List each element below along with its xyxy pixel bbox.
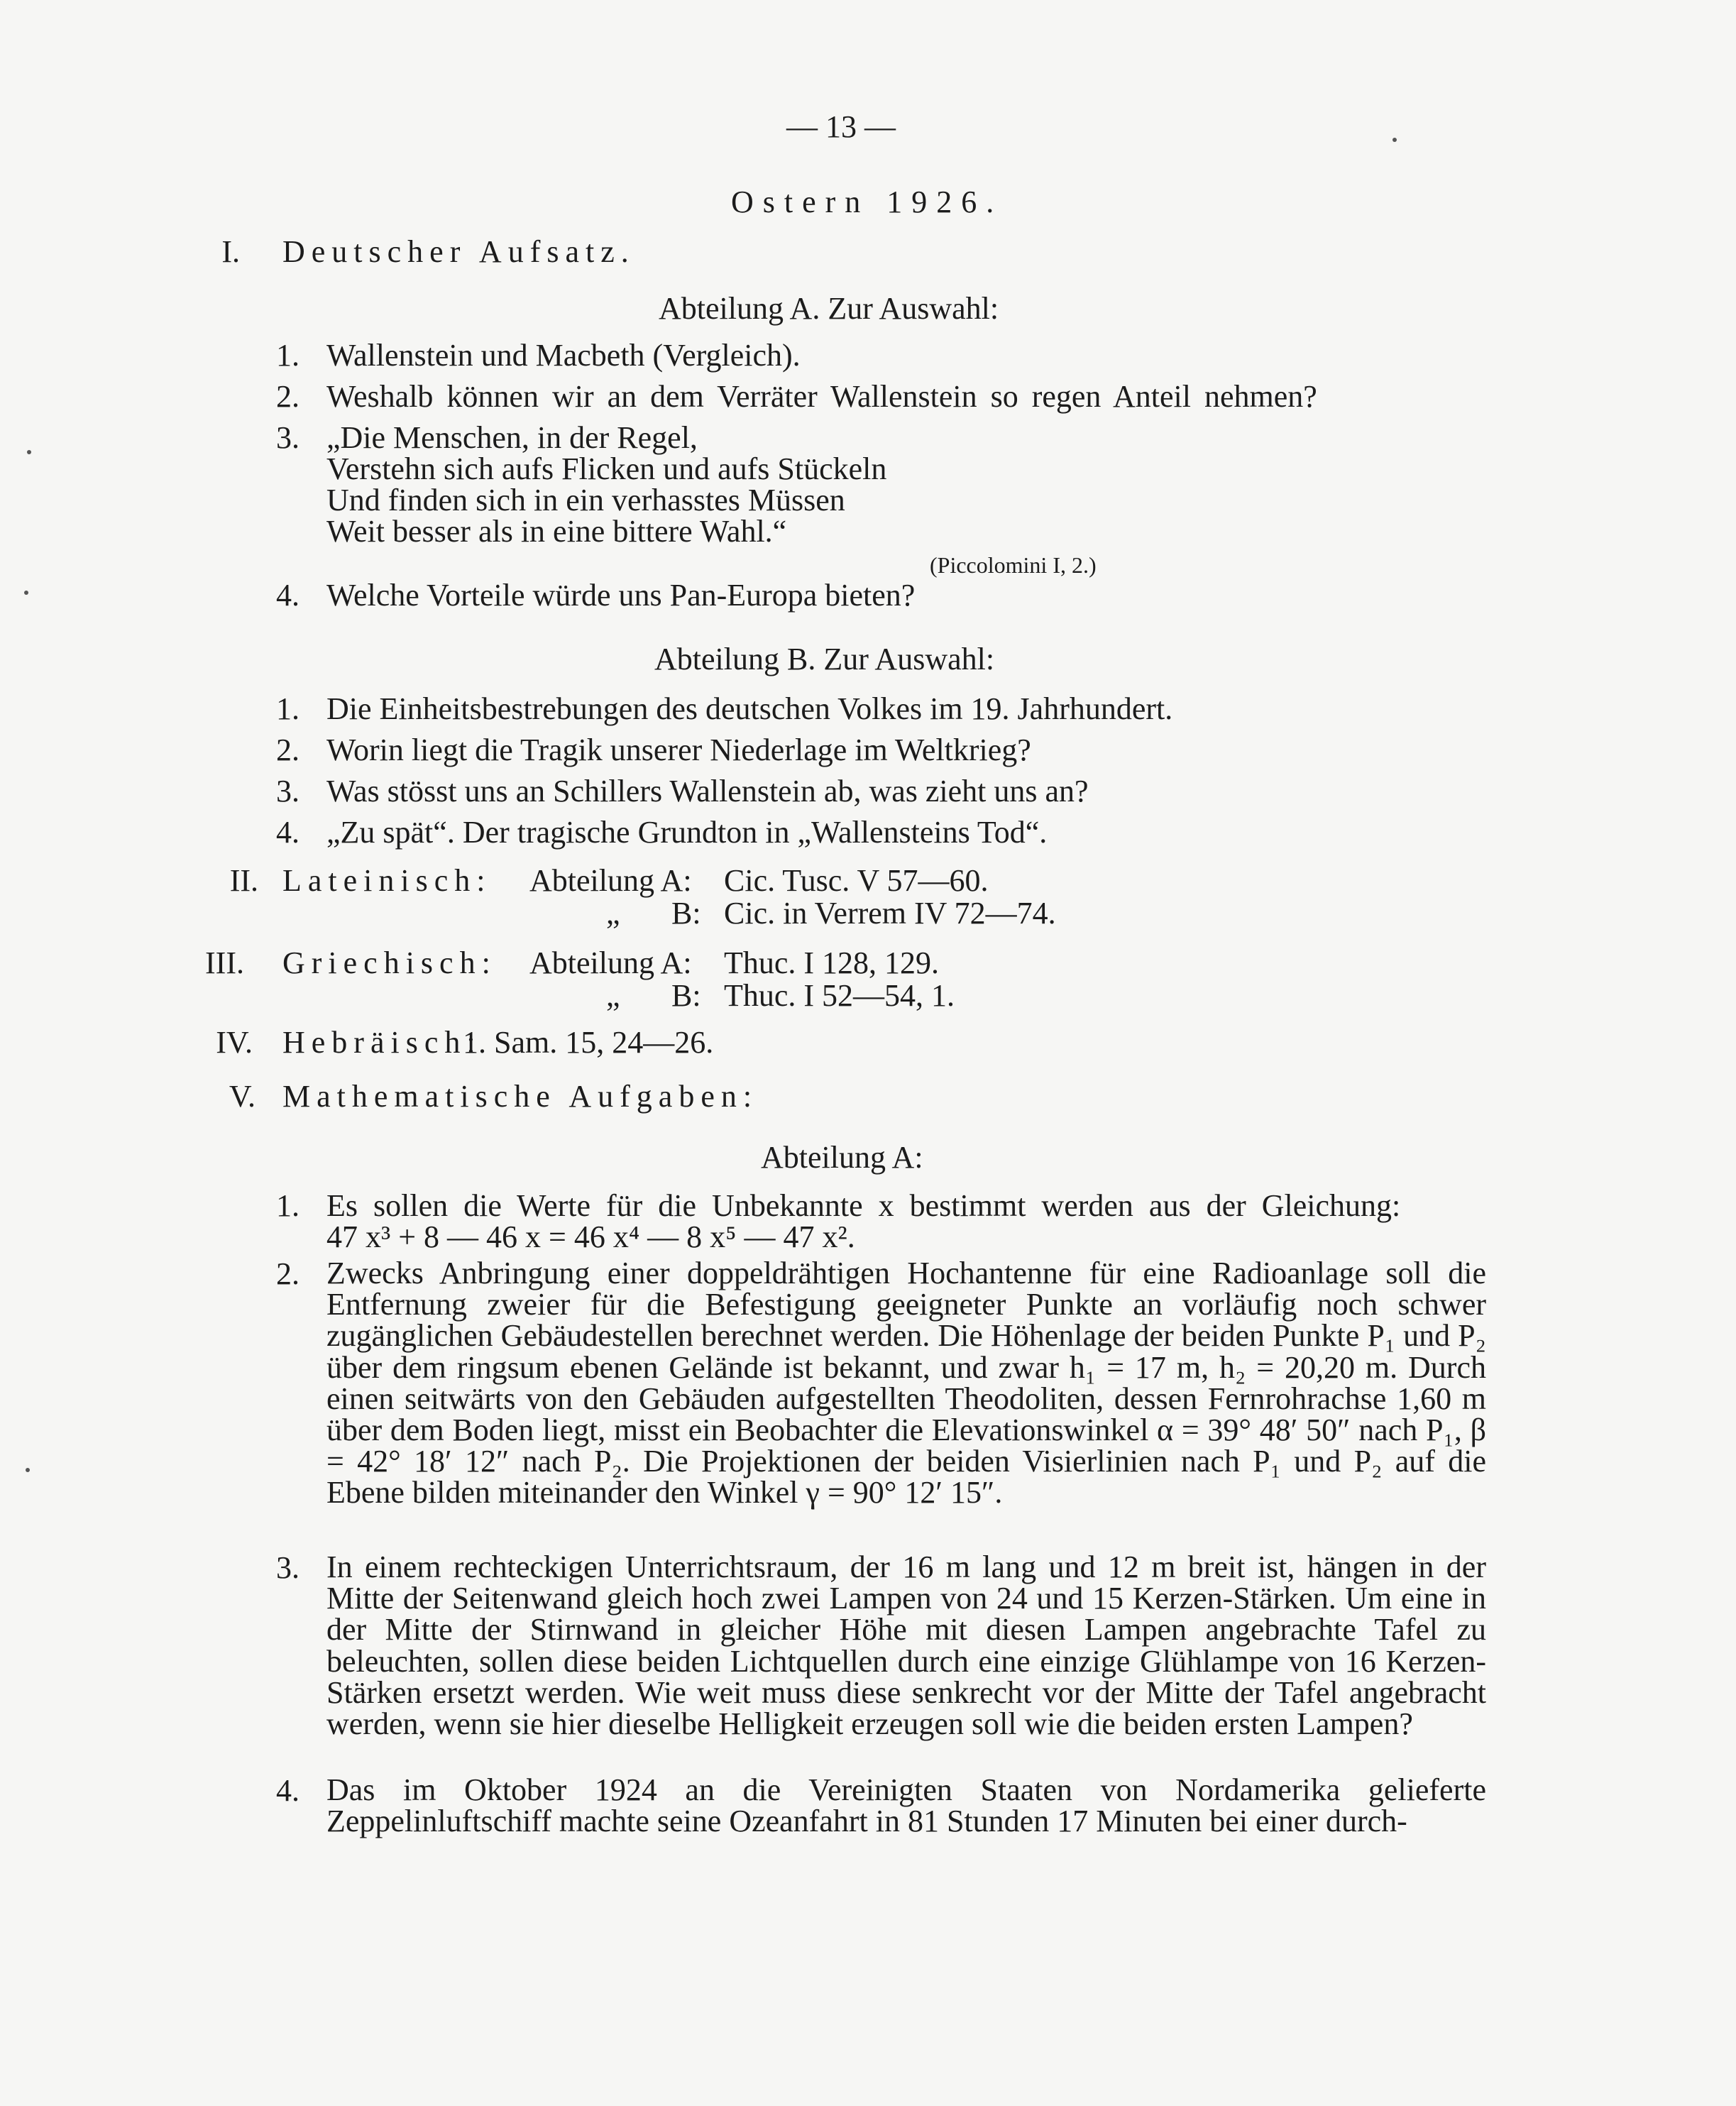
section-numeral: III.: [205, 945, 244, 980]
section-numeral: II.: [229, 863, 258, 898]
section-numeral: I.: [221, 234, 240, 269]
quote-line: Und finden sich in ein verhasstes Müssen: [326, 483, 845, 517]
subsection-heading: Abteilung B. Zur Auswahl:: [654, 642, 995, 676]
assignment-text: Thuc. I 128, 129.: [724, 945, 940, 980]
section-heading: Deutscher Aufsatz.: [282, 234, 635, 269]
ditto-mark: „: [606, 896, 620, 931]
section-heading: Mathematische Aufgaben:: [282, 1079, 759, 1114]
assignment-label: Abteilung A:: [529, 863, 692, 898]
subsection-heading: Abteilung A. Zur Auswahl:: [659, 291, 999, 326]
item-number: 2.: [276, 379, 300, 414]
item-number: 1.: [276, 691, 300, 726]
list-item: Was stösst uns an Schillers Wallenstein ab, was zieht uns an?: [326, 774, 1089, 808]
list-item: „Zu spät“. Der tragische Grundton in „Wallensteins Tod“.: [326, 815, 1048, 850]
item-number: 2.: [276, 733, 300, 767]
item-number: 4.: [276, 578, 300, 613]
ditto-mark: „: [606, 978, 620, 1013]
document-title: Ostern 1926.: [731, 185, 1004, 219]
list-item: Worin liegt die Tragik unserer Niederlage im Weltkrieg?: [326, 733, 1031, 767]
list-item: Welche Vorteile würde uns Pan-Europa bieten?: [326, 578, 916, 613]
assignment-text: 1. Sam. 15, 24—26.: [463, 1025, 714, 1060]
page-number: — 13 —: [786, 109, 896, 144]
problem-text: Das im Oktober 1924 an die Vereinigten Staaten von Nordamerika gelieferte Zeppelinluftschiff machte seine Ozeanfahrt in 81 Stunden 17 Minuten bei einer durch-: [326, 1772, 1486, 1839]
scan-speck: [24, 591, 28, 595]
section-numeral: V.: [229, 1079, 256, 1114]
scan-speck: [1392, 138, 1397, 142]
assignment-label: Abteilung A:: [529, 945, 692, 980]
quote-line: Weit besser als in eine bittere Wahl.“: [326, 514, 787, 549]
assignment-label: B:: [671, 896, 701, 931]
section-heading: Griechisch:: [282, 945, 497, 980]
item-number: 3.: [276, 774, 300, 808]
scan-speck: [26, 1468, 30, 1472]
problem-text: Zwecks Anbringung einer doppeldrähtigen Hochantenne für eine Radioanlage soll die Entfernung zweier für die Befestigung geeigneter Punkte an vorläufig noch schwer zugänglichen Gebäudestellen berechnet werden. Die Höhenlage der beiden Punkte P₁ und P₂ über dem ringsum ebenen Gelände ist bekannt, und zwar h₁ = 17 m, h₂ = 20,20 m. Durch einen seitwärts von den Gebäuden aufgestellten Theodoliten, dessen Fernrohrachse 1,60 m über dem Boden liegt, misst ein Beobachter die Elevationswinkel α = 39° 48′ 50″ nach P₁, β = 42° 18′ 12″ nach P₂. Die Projektionen der beiden Visierlinien nach P₁ und P₂ auf die Ebene bilden miteinander den Winkel γ = 90° 12′ 15″.: [326, 1256, 1486, 1510]
item-number: 2.: [276, 1256, 300, 1291]
assignment-text: Thuc. I 52—54, 1.: [724, 978, 955, 1013]
quote-source: (Piccolomini I, 2.): [930, 552, 1097, 578]
quote-line: Verstehn sich aufs Flicken und aufs Stückeln: [326, 451, 887, 486]
list-item: Weshalb können wir an dem Verräter Wallenstein so regen Anteil nehmen?: [326, 379, 1317, 414]
item-number: 3.: [276, 420, 300, 455]
list-item: Wallenstein und Macbeth (Vergleich).: [326, 338, 801, 373]
item-number: 1.: [276, 1188, 300, 1223]
assignment-label: B:: [671, 978, 701, 1013]
item-number: 4.: [276, 1773, 300, 1808]
scan-speck: [27, 450, 31, 454]
section-numeral: IV.: [216, 1025, 253, 1060]
quote-line: „Die Menschen, in der Regel,: [326, 420, 698, 455]
section-heading: Hebräisch:: [282, 1025, 482, 1060]
subsection-heading: Abteilung A:: [761, 1140, 923, 1175]
problem-text: In einem rechteckigen Unterrichtsraum, der 16 m lang und 12 m breit ist, hängen in der Mitte der Seitenwand gleich hoch zwei Lampen von 24 und 15 Kerzen-Stärken. Um eine in der Mitte der Stirnwand in gleicher Höhe mit diesen Lampen angebrachte Tafel zu beleuchten, sollen diese beiden Lichtquellen durch eine einzige Glühlampe von 16 Kerzen-Stärken ersetzt werden. Wie weit muss diese senkrecht vor der Mitte der Tafel angebracht werden, wenn sie hier dieselbe Helligkeit erzeugen soll wie die beiden ersten Lampen?: [326, 1550, 1486, 1742]
list-item: Die Einheitsbestrebungen des deutschen Volkes im 19. Jahrhundert.: [326, 691, 1173, 726]
item-number: 4.: [276, 815, 300, 850]
problem-text: Es sollen die Werte für die Unbekannte x bestimmt werden aus der Gleichung:: [326, 1188, 1401, 1223]
item-number: 1.: [276, 338, 300, 373]
equation: 47 x³ + 8 — 46 x = 46 x⁴ — 8 x⁵ — 47 x².: [326, 1219, 855, 1254]
assignment-text: Cic. Tusc. V 57—60.: [724, 863, 989, 898]
item-number: 3.: [276, 1550, 300, 1585]
section-heading: Lateinisch:: [282, 863, 492, 898]
assignment-text: Cic. in Verrem IV 72—74.: [724, 896, 1056, 931]
